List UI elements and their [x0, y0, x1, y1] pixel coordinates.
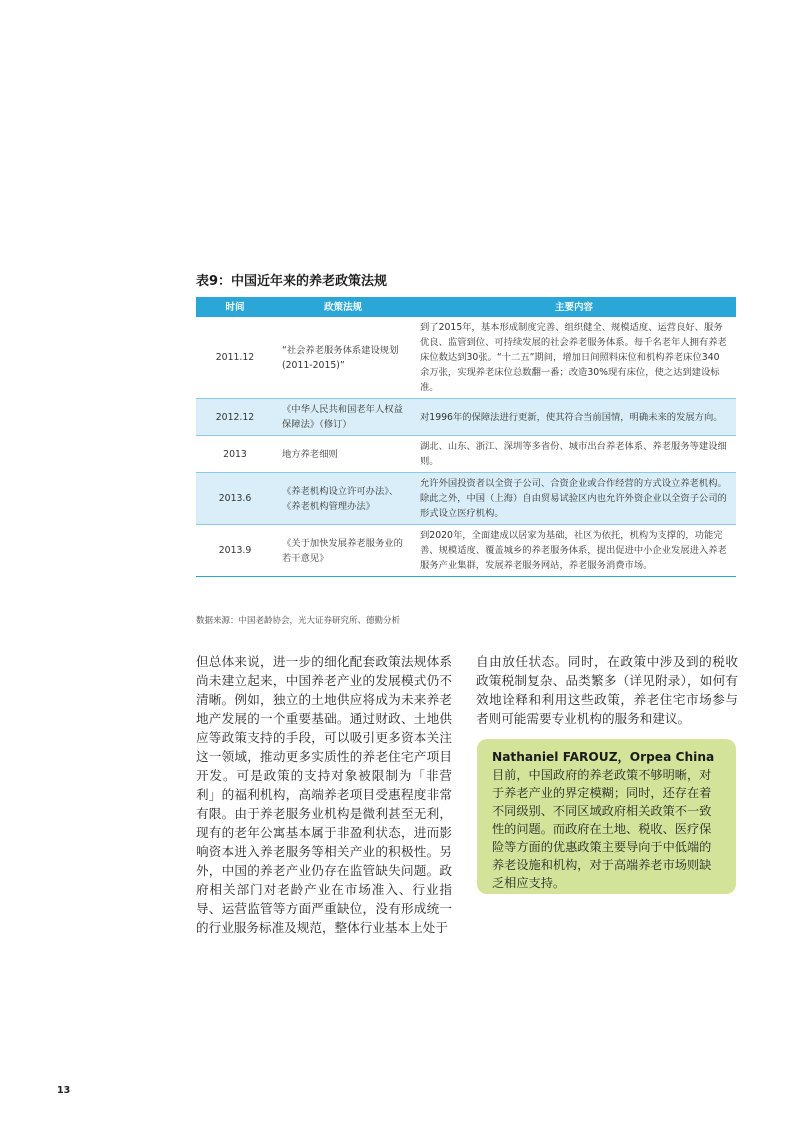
table-source-note: 数据来源：中国老龄协会，光大证券研究所、德勤分析 [196, 616, 401, 626]
body-text-left-column: 但总体来说，进一步的细化配套政策法规体系尚未建立起来，中国养老产业的发展模式仍不清晰。例如，独立的土地供应将成为未来养老地产发展的一个重要基础。通过财政、土地供应等政策支持的手段，可以吸引更多资本关注这一领域，推动更多实质性的养老住宅产项目开发。可是政策的支持对象被限制为「非营利」的福利机构，高端养老项目受惠程度非常有限。由于养老服务业机构是微利甚至无利，现有的老年公寓基本属于非盈利状态，进而影响资本进入养老服务等相关产业的积极性。另外，中国的养老产业仍存在监管缺失问题。政府相关部门对老龄产业在市场准入、行业指导、运营监管等方面严重缺位，没有形成统一的行业服务标准及规范，整体行业基本上处于 [196, 654, 452, 935]
table-header-row [196, 297, 736, 317]
header-policy: 政策法规 [274, 297, 412, 317]
quote-text: 目前，中国政府的养老政策不够明晰，对于养老产业的界定模糊；同时，还存在着不同级别、不同区域政府相关政策不一致性的问题。而政府在土地、税收、医疗保险等方面的优惠政策主要导向于中低端的养老设施和机构，对于高端养老市场则缺乏相应支持。 [492, 768, 712, 890]
row-time: 2013.9 [196, 525, 274, 577]
row-policy: 《关于加快发展养老服务业的若干意见》 [274, 525, 412, 577]
row-content: 对1996年的保障法进行更新，使其符合当前国情，明确未来的发展方向。 [412, 399, 736, 436]
table-row [196, 473, 736, 525]
body-text-right-column: 自由放任状态。同时，在政策中涉及到的税收政策税制复杂、品类繁多（详见附录），如何有效地诠释和利用这些政策，养老住宅市场参与者则可能需要专业机构的服务和建议。 [476, 654, 738, 726]
quote-author: Nathaniel FAROUZ，Orpea China [492, 750, 715, 764]
table-row [196, 436, 736, 473]
table-row [196, 525, 736, 577]
row-content: 湖北、山东、浙江、深圳等多省份、城市出台养老体系、养老服务等建设细则。 [412, 436, 736, 473]
table-row [196, 317, 736, 399]
policy-table [196, 297, 736, 577]
row-time: 2013.6 [196, 473, 274, 525]
page-number: 13 [57, 1085, 71, 1096]
row-content: 到2020年，全面建成以居家为基础，社区为依托，机构为支撑的，功能完善、规模适度、覆盖城乡的养老服务体系，提出促进中小企业发展进入养老服务产业集群，发展养老服务网站，养老服务消费市场。 [412, 525, 736, 577]
table-title: 表9：中国近年来的养老政策法规 [196, 274, 388, 289]
row-content: 允许外国投资者以全资子公司、合资企业或合作经营的方式设立养老机构。除此之外，中国（上海）自由贸易试验区内也允许外资企业以全资子公司的形式设立医疗机构。 [412, 473, 736, 525]
table-row [196, 399, 736, 436]
row-policy: 地方养老细则 [274, 436, 412, 473]
row-time: 2012.12 [196, 399, 274, 436]
row-policy: “社会养老服务体系建设规划(2011-2015)” [274, 317, 412, 399]
row-time: 2011.12 [196, 317, 274, 399]
row-policy: 《养老机构设立许可办法》、《养老机构管理办法》 [274, 473, 412, 525]
header-time: 时间 [196, 297, 274, 317]
quote-callout-box [477, 739, 736, 894]
row-policy: 《中华人民共和国老年人权益保障法》（修订） [274, 399, 412, 436]
header-content: 主要内容 [412, 297, 736, 317]
row-content: 到了2015年，基本形成制度完善、组织健全、规模适度、运营良好、服务优良、监管到位、可持续发展的社会养老服务体系。每千名老年人拥有养老床位数达到30张。“十二五”期间，增加日间照料床位和机构养老床位340余万张，实现养老床位总数翻一番；改造30%现有床位，使之达到建设标准。 [412, 317, 736, 399]
row-time: 2013 [196, 436, 274, 473]
